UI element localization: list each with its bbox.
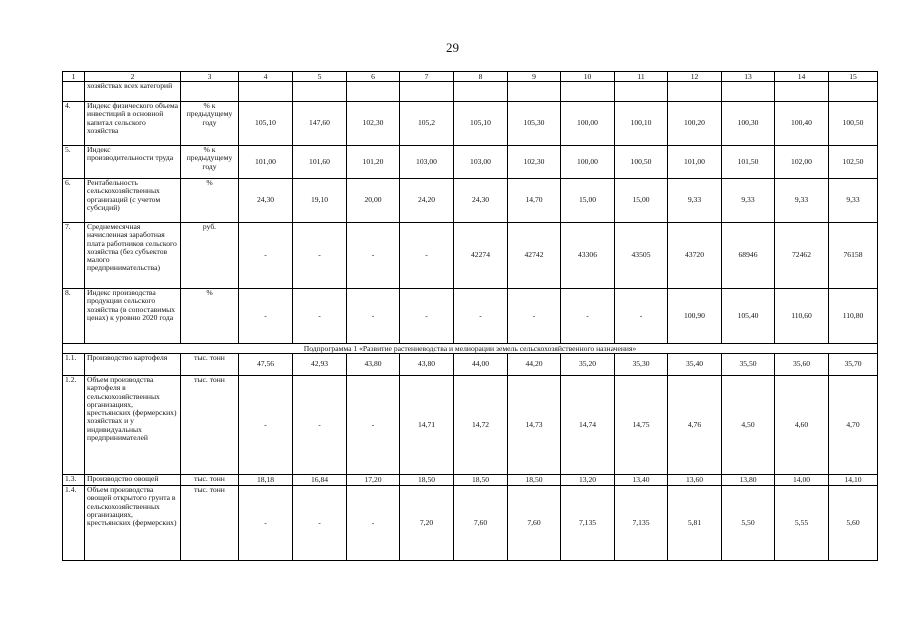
row-number: 5. <box>63 146 85 179</box>
value-cell: - <box>239 376 293 475</box>
page-number: 29 <box>446 40 459 55</box>
value-cell: 14,71 <box>400 376 454 475</box>
value-cell: 101,60 <box>293 146 347 179</box>
row-number: 1.4. <box>63 486 85 561</box>
indicator-name: Индекс производительности труда <box>85 146 181 179</box>
value-cell: 44,20 <box>508 354 561 376</box>
value-cell: 101,00 <box>668 146 722 179</box>
indicator-name: Объем производства овощей открытого грунта в сельскохозяйственных организациях, крестьянских (фермерских) <box>85 486 181 561</box>
value-cell: 7,135 <box>615 486 668 561</box>
value-cell <box>615 82 668 102</box>
value-cell: 100,10 <box>615 102 668 146</box>
value-cell: 4,70 <box>829 376 878 475</box>
header-cell: 3 <box>181 72 239 82</box>
value-cell: 44,00 <box>454 354 508 376</box>
value-cell: 7,60 <box>508 486 561 561</box>
value-cell: 100,90 <box>668 289 722 344</box>
value-cell: 13,60 <box>668 475 722 486</box>
unit-cell: тыс. тонн <box>181 354 239 376</box>
table-row <box>63 146 878 179</box>
value-cell: 76158 <box>829 223 878 289</box>
value-cell: 42,93 <box>293 354 347 376</box>
value-cell: 5,55 <box>775 486 829 561</box>
value-cell: 35,20 <box>561 354 615 376</box>
value-cell: - <box>239 223 293 289</box>
value-cell: 14,74 <box>561 376 615 475</box>
header-cell: 10 <box>561 72 615 82</box>
value-cell: 100,20 <box>668 102 722 146</box>
value-cell: 147,60 <box>293 102 347 146</box>
table-row <box>63 354 878 376</box>
table-row <box>63 82 878 102</box>
indicator-name: Объем производства картофеля в сельскохозяйственных организациях, крестьянских (фермерских) хозяйствах и у индивидуальных предпринимателей <box>85 376 181 475</box>
header-cell: 9 <box>508 72 561 82</box>
value-cell: 103,00 <box>400 146 454 179</box>
value-cell: 110,80 <box>829 289 878 344</box>
value-cell: - <box>293 289 347 344</box>
indicator-name: Среднемесячная начисленная заработная плата работников сельского хозяйства (без субъектов малого предпринимательства) <box>85 223 181 289</box>
row-number: 4. <box>63 102 85 146</box>
value-cell: 43505 <box>615 223 668 289</box>
header-cell: 11 <box>615 72 668 82</box>
row-number: 6. <box>63 179 85 223</box>
value-cell: 24,30 <box>239 179 293 223</box>
value-cell: 13,20 <box>561 475 615 486</box>
value-cell: 13,80 <box>722 475 775 486</box>
value-cell: 105,10 <box>454 102 508 146</box>
table-row <box>63 102 878 146</box>
value-cell: - <box>508 289 561 344</box>
value-cell: - <box>293 376 347 475</box>
unit-cell: тыс. тонн <box>181 475 239 486</box>
header-cell: 13 <box>722 72 775 82</box>
value-cell: 4,50 <box>722 376 775 475</box>
value-cell: 105,30 <box>508 102 561 146</box>
value-cell: - <box>239 486 293 561</box>
value-cell: 102,30 <box>347 102 400 146</box>
value-cell: 101,20 <box>347 146 400 179</box>
value-cell: 35,40 <box>668 354 722 376</box>
value-cell <box>508 82 561 102</box>
value-cell: 18,50 <box>508 475 561 486</box>
value-cell: 5,81 <box>668 486 722 561</box>
value-cell: 4,76 <box>668 376 722 475</box>
table-row <box>63 223 878 289</box>
value-cell: 102,50 <box>829 146 878 179</box>
unit-cell: тыс. тонн <box>181 376 239 475</box>
header-cell: 6 <box>347 72 400 82</box>
value-cell: 14,10 <box>829 475 878 486</box>
value-cell: 100,40 <box>775 102 829 146</box>
value-cell: 68946 <box>722 223 775 289</box>
row-number: 1.2. <box>63 376 85 475</box>
row-number: 8. <box>63 289 85 344</box>
header-row <box>63 72 878 82</box>
header-cell: 15 <box>829 72 878 82</box>
value-cell <box>347 82 400 102</box>
value-cell: 7,135 <box>561 486 615 561</box>
value-cell: 35,70 <box>829 354 878 376</box>
value-cell: 18,50 <box>400 475 454 486</box>
value-cell: - <box>561 289 615 344</box>
value-cell: 100,30 <box>722 102 775 146</box>
indicator-name: Индекс производства продукции сельского хозяйства (в сопоставимых ценах) к уровню 2020 года <box>85 289 181 344</box>
row-number: 1.1. <box>63 354 85 376</box>
unit-cell: тыс. тонн <box>181 486 239 561</box>
value-cell <box>454 82 508 102</box>
value-cell: 9,33 <box>668 179 722 223</box>
value-cell: 47,56 <box>239 354 293 376</box>
value-cell: 17,20 <box>347 475 400 486</box>
value-cell: 72462 <box>775 223 829 289</box>
value-cell: - <box>239 289 293 344</box>
header-cell: 5 <box>293 72 347 82</box>
unit-cell: % <box>181 179 239 223</box>
value-cell: 20,00 <box>347 179 400 223</box>
table-row <box>63 486 878 561</box>
value-cell: 101,50 <box>722 146 775 179</box>
table-row <box>63 289 878 344</box>
value-cell: 9,33 <box>829 179 878 223</box>
header-cell: 1 <box>63 72 85 82</box>
value-cell: - <box>347 289 400 344</box>
value-cell <box>829 82 878 102</box>
subprogram-title: Подпрограмма 1 «Развитие растениеводства и мелиорации земель сельскохозяйственного назначения» <box>63 344 878 354</box>
value-cell: 14,72 <box>454 376 508 475</box>
table-row <box>63 475 878 486</box>
header-cell: 14 <box>775 72 829 82</box>
indicator-name: Рентабельность сельскохозяйственных организаций (с учетом субсидий) <box>85 179 181 223</box>
value-cell <box>400 82 454 102</box>
table-body <box>63 72 878 561</box>
value-cell: 14,00 <box>775 475 829 486</box>
unit-cell <box>181 82 239 102</box>
indicator-name: хозяйствах всех категорий <box>85 82 181 102</box>
value-cell: 24,30 <box>454 179 508 223</box>
value-cell: 19,10 <box>293 179 347 223</box>
value-cell: 5,60 <box>829 486 878 561</box>
value-cell <box>775 82 829 102</box>
value-cell: 5,50 <box>722 486 775 561</box>
value-cell: 7,20 <box>400 486 454 561</box>
row-number: 7. <box>63 223 85 289</box>
value-cell: 42274 <box>454 223 508 289</box>
unit-cell: руб. <box>181 223 239 289</box>
value-cell: 43306 <box>561 223 615 289</box>
value-cell: - <box>400 289 454 344</box>
row-number <box>63 82 85 102</box>
value-cell: 18,50 <box>454 475 508 486</box>
value-cell: 24,20 <box>400 179 454 223</box>
value-cell: 15,00 <box>615 179 668 223</box>
header-cell: 4 <box>239 72 293 82</box>
value-cell: 4,60 <box>775 376 829 475</box>
row-number: 1.3. <box>63 475 85 486</box>
header-cell: 7 <box>400 72 454 82</box>
value-cell: 101,00 <box>239 146 293 179</box>
unit-cell: % <box>181 289 239 344</box>
indicator-name: Производство овощей <box>85 475 181 486</box>
value-cell: 100,50 <box>615 146 668 179</box>
value-cell: 14,70 <box>508 179 561 223</box>
value-cell: 35,50 <box>722 354 775 376</box>
value-cell: 105,2 <box>400 102 454 146</box>
value-cell: - <box>615 289 668 344</box>
value-cell: - <box>454 289 508 344</box>
value-cell: 15,00 <box>561 179 615 223</box>
value-cell: 42742 <box>508 223 561 289</box>
value-cell: 14,73 <box>508 376 561 475</box>
value-cell: - <box>347 376 400 475</box>
value-cell <box>668 82 722 102</box>
value-cell: 43720 <box>668 223 722 289</box>
header-cell: 12 <box>668 72 722 82</box>
value-cell: 14,75 <box>615 376 668 475</box>
value-cell: 35,30 <box>615 354 668 376</box>
value-cell: 7,60 <box>454 486 508 561</box>
value-cell: 13,40 <box>615 475 668 486</box>
value-cell: 103,00 <box>454 146 508 179</box>
value-cell: - <box>347 486 400 561</box>
table-row <box>63 376 878 475</box>
header-cell: 8 <box>454 72 508 82</box>
value-cell: 9,33 <box>775 179 829 223</box>
value-cell: 43,80 <box>400 354 454 376</box>
value-cell: 16,84 <box>293 475 347 486</box>
value-cell: 18,18 <box>239 475 293 486</box>
indicator-name: Производство картофеля <box>85 354 181 376</box>
value-cell: - <box>347 223 400 289</box>
table-row <box>63 179 878 223</box>
value-cell: 100,00 <box>561 102 615 146</box>
value-cell: - <box>400 223 454 289</box>
value-cell <box>722 82 775 102</box>
header-cell: 2 <box>85 72 181 82</box>
value-cell: 9,33 <box>722 179 775 223</box>
value-cell: 110,60 <box>775 289 829 344</box>
value-cell <box>561 82 615 102</box>
value-cell: 100,00 <box>561 146 615 179</box>
value-cell: - <box>293 486 347 561</box>
value-cell <box>239 82 293 102</box>
value-cell: 35,60 <box>775 354 829 376</box>
unit-cell: % к предыдущему году <box>181 146 239 179</box>
value-cell: 43,80 <box>347 354 400 376</box>
value-cell: 100,50 <box>829 102 878 146</box>
value-cell: - <box>293 223 347 289</box>
value-cell <box>293 82 347 102</box>
unit-cell: % к предыдущему году <box>181 102 239 146</box>
value-cell: 102,00 <box>775 146 829 179</box>
value-cell: 105,10 <box>239 102 293 146</box>
indicator-name: Индекс физического объема инвестиций в основной капитал сельского хозяйства <box>85 102 181 146</box>
value-cell: 105,40 <box>722 289 775 344</box>
value-cell: 102,30 <box>508 146 561 179</box>
indicators-table <box>62 71 878 561</box>
subprogram-row <box>63 344 878 354</box>
